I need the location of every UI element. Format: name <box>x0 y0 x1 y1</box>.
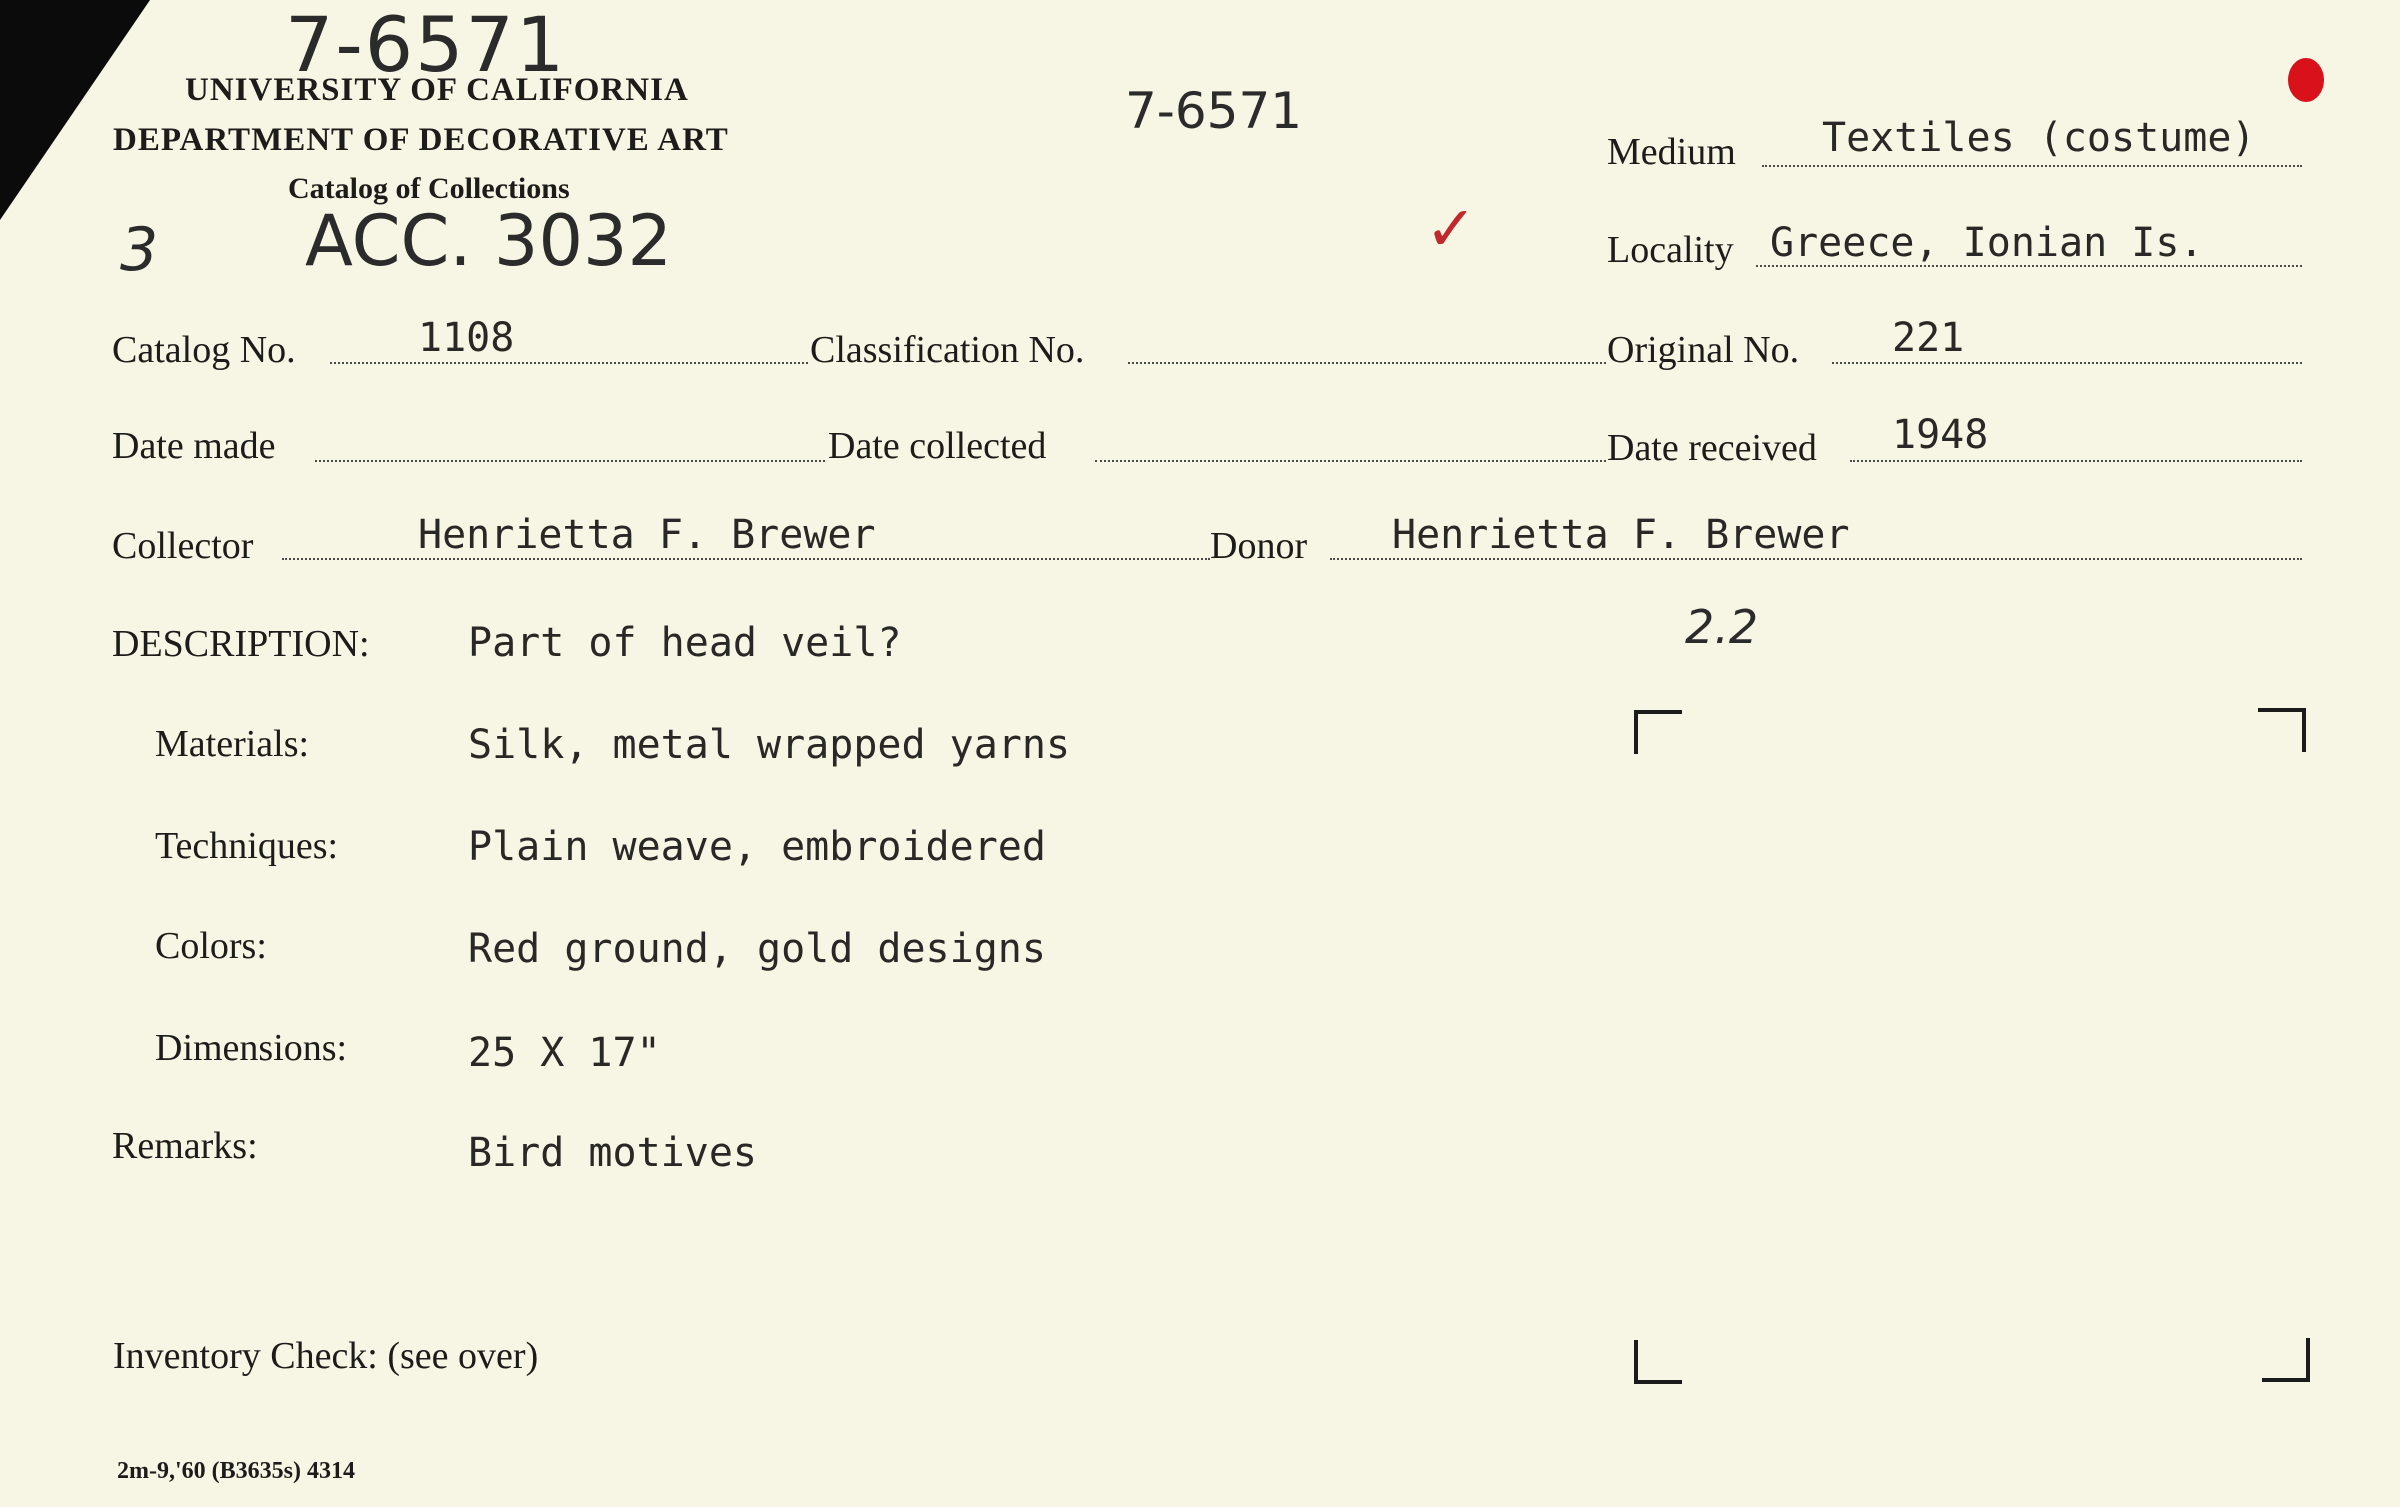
dimensions-value: 25 X 17" <box>468 1030 661 1076</box>
red-dot-marker <box>2288 58 2324 102</box>
donor-leader <box>1330 558 2302 560</box>
department-name: DEPARTMENT OF DECORATIVE ART <box>113 122 729 158</box>
medium-label: Medium <box>1607 131 1736 173</box>
description-label: DESCRIPTION: <box>112 623 370 665</box>
handwritten-top-number: 7-6571 <box>285 0 567 89</box>
collector-label: Collector <box>112 525 254 567</box>
catalog-no-value: 1108 <box>418 315 515 361</box>
handwritten-second-number: 7-6571 <box>1125 82 1303 140</box>
materials-value: Silk, metal wrapped yarns <box>468 722 1071 768</box>
donor-label: Donor <box>1210 525 1308 567</box>
catalog-no-leader <box>330 362 808 364</box>
date-collected-label: Date collected <box>828 425 1047 467</box>
donor-value: Henrietta F. Brewer <box>1392 512 1850 558</box>
handwritten-accession: ACC. 3032 <box>305 200 673 282</box>
date-made-leader <box>315 460 825 462</box>
handwritten-margin-mark: 3 <box>120 215 159 285</box>
techniques-value: Plain weave, embroidered <box>468 824 1046 870</box>
colors-label: Colors: <box>155 925 267 967</box>
dimensions-label: Dimensions: <box>155 1027 348 1069</box>
collector-leader <box>282 558 1210 560</box>
remarks-label: Remarks: <box>112 1125 258 1167</box>
bracket-top-left <box>1634 710 1682 754</box>
techniques-label: Techniques: <box>155 825 339 867</box>
institution-name: UNIVERSITY OF CALIFORNIA <box>185 72 689 108</box>
remarks-value: Bird motives <box>468 1130 757 1176</box>
handwritten-side-note: 2.2 <box>1685 600 1759 654</box>
date-collected-leader <box>1095 460 1606 462</box>
bracket-top-right <box>2258 708 2306 752</box>
bracket-bottom-right <box>2262 1338 2310 1382</box>
classification-no-label: Classification No. <box>810 329 1085 371</box>
original-no-leader <box>1832 362 2302 364</box>
print-code: 2m-9,'60 (B3635s) 4314 <box>117 1458 355 1484</box>
colors-value: Red ground, gold designs <box>468 926 1046 972</box>
bracket-bottom-left <box>1634 1340 1682 1384</box>
original-no-value: 221 <box>1892 315 1965 361</box>
original-no-label: Original No. <box>1607 329 1800 371</box>
inventory-check: Inventory Check: (see over) <box>113 1335 539 1377</box>
locality-label: Locality <box>1607 229 1734 271</box>
date-received-leader <box>1850 460 2302 462</box>
description-value: Part of head veil? <box>468 620 902 666</box>
date-made-label: Date made <box>112 425 276 467</box>
catalog-no-label: Catalog No. <box>112 329 296 371</box>
medium-leader <box>1762 165 2302 167</box>
materials-label: Materials: <box>155 723 310 765</box>
red-check-mark: ✓ <box>1425 192 1477 265</box>
catalog-title: Catalog of Collections <box>288 172 570 205</box>
date-received-value: 1948 <box>1892 412 1989 458</box>
locality-value: Greece, Ionian Is. <box>1770 220 2204 266</box>
date-received-label: Date received <box>1607 427 1817 469</box>
corner-cut <box>0 0 150 220</box>
collector-value: Henrietta F. Brewer <box>418 512 876 558</box>
medium-value: Textiles (costume) <box>1822 115 2256 161</box>
classification-no-leader <box>1128 362 1606 364</box>
